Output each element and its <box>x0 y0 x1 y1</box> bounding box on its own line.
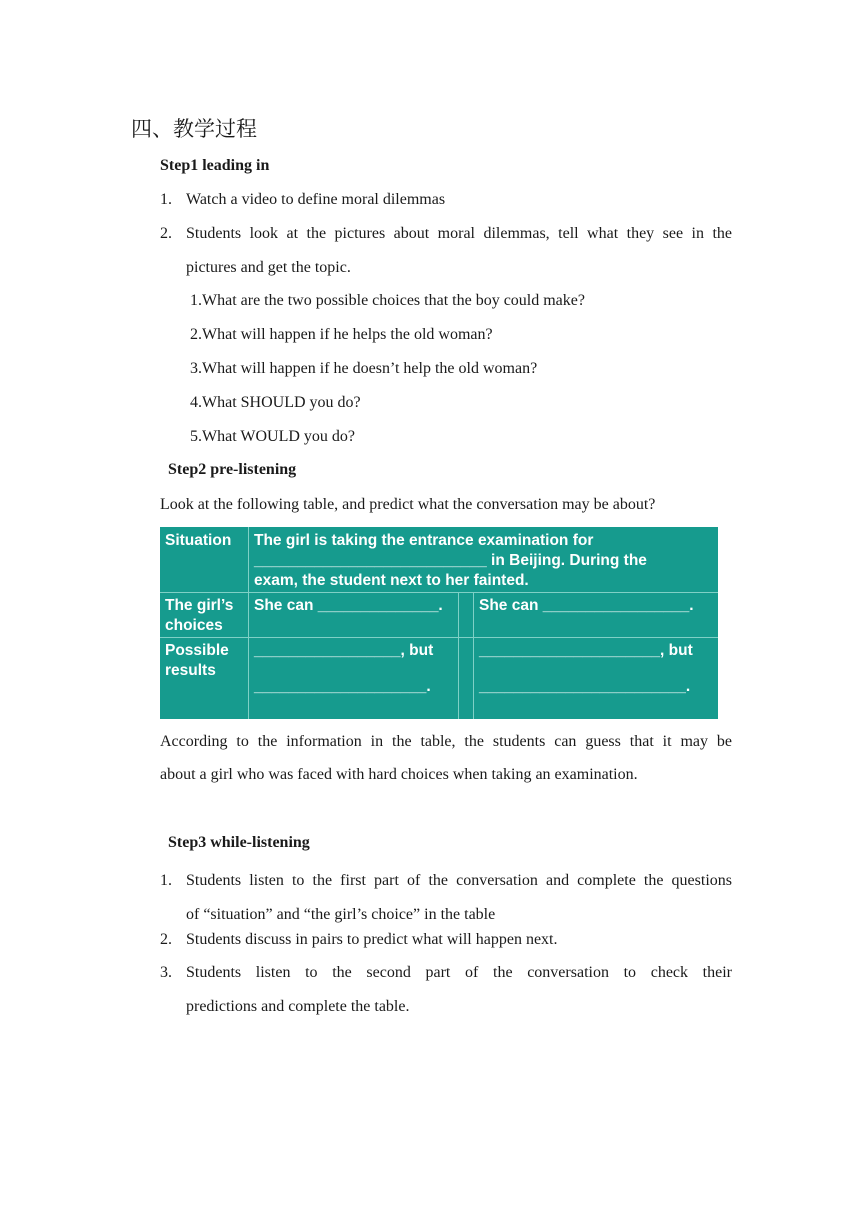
step1-item-2-line2: pictures and get the topic. <box>186 259 351 276</box>
question-1: 1.What are the two possible choices that the boy could make? <box>190 292 585 309</box>
prediction-table <box>160 527 718 719</box>
table-divider <box>473 593 474 719</box>
section-heading: 四、教学过程 <box>131 117 257 141</box>
result-a-line-1: _________________, but <box>254 642 434 659</box>
step2-after-line-1: According to the information in the table, the students can guess that it may be <box>160 733 732 750</box>
step1-title: Step1 leading in <box>160 157 270 174</box>
table-divider <box>160 592 718 593</box>
step3-item-1-number: 1. <box>160 872 172 889</box>
step3-item-3-number: 3. <box>160 964 172 981</box>
table-divider <box>458 593 459 719</box>
results-label-line-1: Possible <box>165 642 229 659</box>
situation-line-1: The girl is taking the entrance examination for <box>254 532 594 549</box>
choices-label-line-1: The girl’s <box>165 597 234 614</box>
step1-item-2-line1: Students look at the pictures about moral dilemmas, tell what they see in the <box>186 225 732 242</box>
result-a-line-2: ____________________. <box>254 678 431 695</box>
choice-b: She can _________________. <box>479 597 694 614</box>
step2-after-line-2: about a girl who was faced with hard choices when taking an examination. <box>160 766 638 783</box>
step2-title: Step2 pre-listening <box>168 461 297 478</box>
choices-label-line-2: choices <box>165 617 223 634</box>
step3-item-2-line1: Students discuss in pairs to predict what will happen next. <box>186 931 558 948</box>
step3-item-2-number: 2. <box>160 931 172 948</box>
situation-line-2: ___________________________ in Beijing. During the <box>254 552 647 569</box>
step3-item-1-line1: Students listen to the first part of the conversation and complete the questions <box>186 872 732 889</box>
situation-line-3: exam, the student next to her fainted. <box>254 572 529 589</box>
step1-item-2-number: 2. <box>160 225 172 242</box>
step3-item-3-line1: Students listen to the second part of the conversation to check their <box>186 964 732 981</box>
question-2: 2.What will happen if he helps the old woman? <box>190 326 493 343</box>
step3-item-3-line2: predictions and complete the table. <box>186 998 410 1015</box>
table-divider <box>160 637 718 638</box>
result-b-line-2: ________________________. <box>479 678 691 695</box>
step2-intro: Look at the following table, and predict what the conversation may be about? <box>160 496 656 513</box>
result-b-line-1: _____________________, but <box>479 642 693 659</box>
choice-a: She can ______________. <box>254 597 443 614</box>
question-3: 3.What will happen if he doesn’t help the old woman? <box>190 360 538 377</box>
step3-item-1-line2: of “situation” and “the girl’s choice” in the table <box>186 906 496 923</box>
step1-item-1-number: 1. <box>160 191 172 208</box>
question-5: 5.What WOULD you do? <box>190 428 355 445</box>
question-4: 4.What SHOULD you do? <box>190 394 361 411</box>
table-divider <box>248 527 249 719</box>
situation-label: Situation <box>165 532 232 549</box>
step3-title: Step3 while-listening <box>168 834 310 851</box>
results-label-line-2: results <box>165 662 216 679</box>
step1-item-1-text: Watch a video to define moral dilemmas <box>186 191 446 208</box>
